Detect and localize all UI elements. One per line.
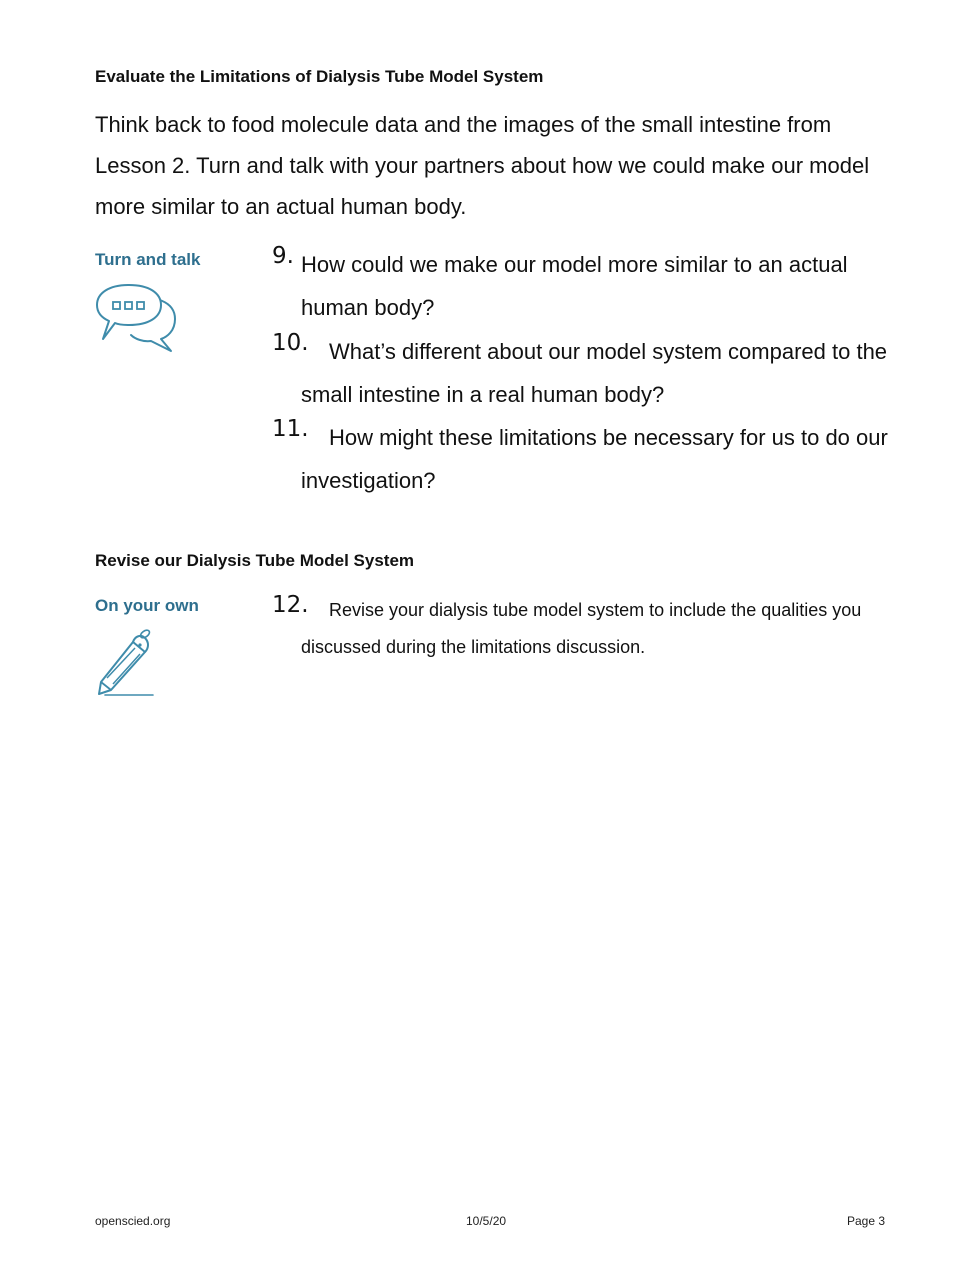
question-10 <box>272 330 892 416</box>
question-11 <box>272 416 892 502</box>
turn-and-talk-label: Turn and talk <box>95 250 201 269</box>
footer-site: openscied.org <box>95 1214 171 1228</box>
question-number: 11. <box>272 416 309 442</box>
question-text <box>272 330 892 416</box>
question-12 <box>272 592 892 666</box>
question-text <box>272 243 892 329</box>
intro-paragraph: Think back to food molecule data and the images of the small intestine from Lesson 2. Turn and talk with your partners about how we could make our model more similar to an actual human body. <box>95 112 870 219</box>
on-your-own-label: On your own <box>95 596 199 615</box>
question-text <box>272 416 892 502</box>
question-number: 10. <box>272 330 309 356</box>
footer-page-number: Page 3 <box>847 1214 886 1228</box>
speech-bubbles-icon <box>95 281 181 353</box>
question-number: 12. <box>272 592 309 618</box>
section-heading-evaluate: Evaluate the Limitations of Dialysis Tube Model System <box>95 67 544 86</box>
question-text-content: What’s different about our model system compared to the small intestine in a real human body? <box>301 339 888 407</box>
question-number: 9. <box>272 243 294 269</box>
pencil-icon <box>95 628 157 698</box>
question-text <box>272 592 892 666</box>
question-text-content: How might these limitations be necessary for us to do our investigation? <box>301 425 888 493</box>
section-heading-revise: Revise our Dialysis Tube Model System <box>95 551 415 570</box>
question-9 <box>272 243 892 329</box>
question-text-content: How could we make our model more similar to an actual human body? <box>301 252 848 320</box>
footer-date: 10/5/20 <box>466 1214 507 1228</box>
question-text-content: Revise your dialysis tube model system to include the qualities you discussed during the limitations discussion. <box>301 600 862 657</box>
